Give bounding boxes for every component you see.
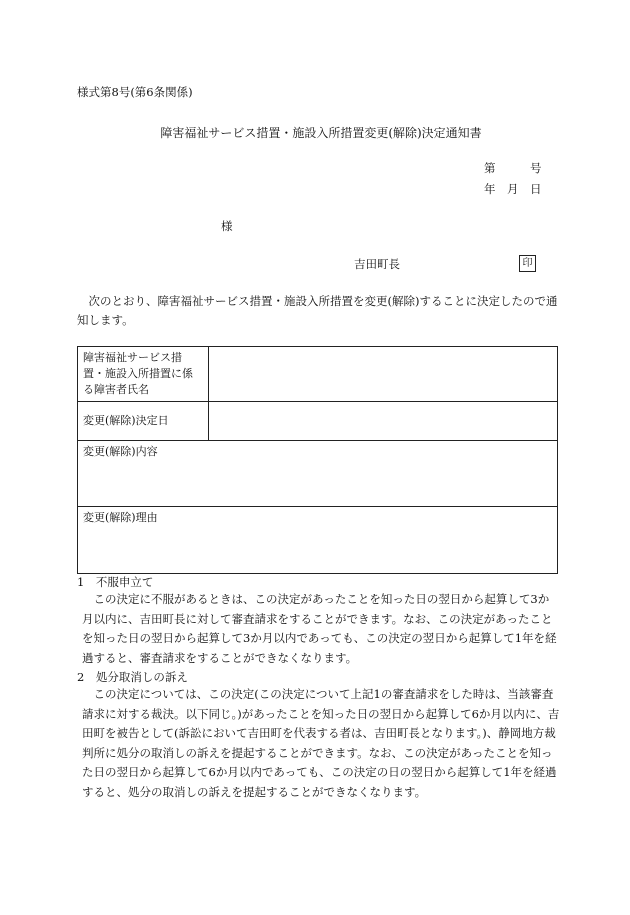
document-number-field: 第 号 <box>484 161 542 175</box>
table-label-change-reason: 変更(解除)理由 <box>78 507 558 574</box>
table-row <box>78 347 558 402</box>
table-value-recipient-name <box>209 347 558 402</box>
section-heading-appeal: 1 不服申立て <box>77 575 154 589</box>
issuer-name: 吉田町長 <box>354 257 400 271</box>
document-date-field: 年 月 日 <box>484 182 542 196</box>
table-value-decision-date <box>209 402 558 441</box>
table-row <box>78 507 558 574</box>
document-title: 障害福祉サービス措置・施設入所措置変更(解除)決定通知書 <box>160 126 482 140</box>
section-body-lawsuit: この決定については、この決定(この決定について上記1の審査請求をした時は、当該審査請求に対する裁決。以下同じ。)があったことを知った日の翌日から起算して6か月以内に、吉田町を被告として(訴訟において吉田町を代表する者は、吉田町長となります。)、静岡地方裁判所に処分の取消しの訴えを提起することができます。なお、この決定があったことを知った日の翌日から起算して6か月以内であっても、この決定の日の翌日から起算して1年を経過すると、処分の取消しの訴えを提起することができなくなります。 <box>82 687 560 799</box>
decision-info-table <box>77 346 558 574</box>
form-number-label: 様式第8号(第6条関係) <box>77 85 193 99</box>
seal-mark: 印 <box>519 255 536 272</box>
table-row <box>78 402 558 441</box>
section-body-appeal: この決定に不服があるときは、この決定があったことを知った日の翌日から起算して3か月以内に、吉田町長に対して審査請求をすることができます。なお、この決定があったことを知った日の翌日から起算して3か月以内であっても、この決定の翌日から起算して1年を経過すると、審査請求をすることができなくなります。 <box>82 592 557 665</box>
addressee-suffix: 様 <box>221 219 233 233</box>
section-heading-lawsuit: 2 処分取消しの訴え <box>77 670 188 684</box>
table-label-decision-date: 変更(解除)決定日 <box>78 402 209 441</box>
table-row <box>78 441 558 507</box>
intro-paragraph: 次のとおり、障害福祉サービス措置・施設入所措置を変更(解除)することに決定したので通知します。 <box>77 294 558 327</box>
table-label-change-content: 変更(解除)内容 <box>78 441 558 507</box>
table-label-recipient-name: 障害福祉サービス措置・施設入所措置に係る障害者氏名 <box>78 347 209 402</box>
